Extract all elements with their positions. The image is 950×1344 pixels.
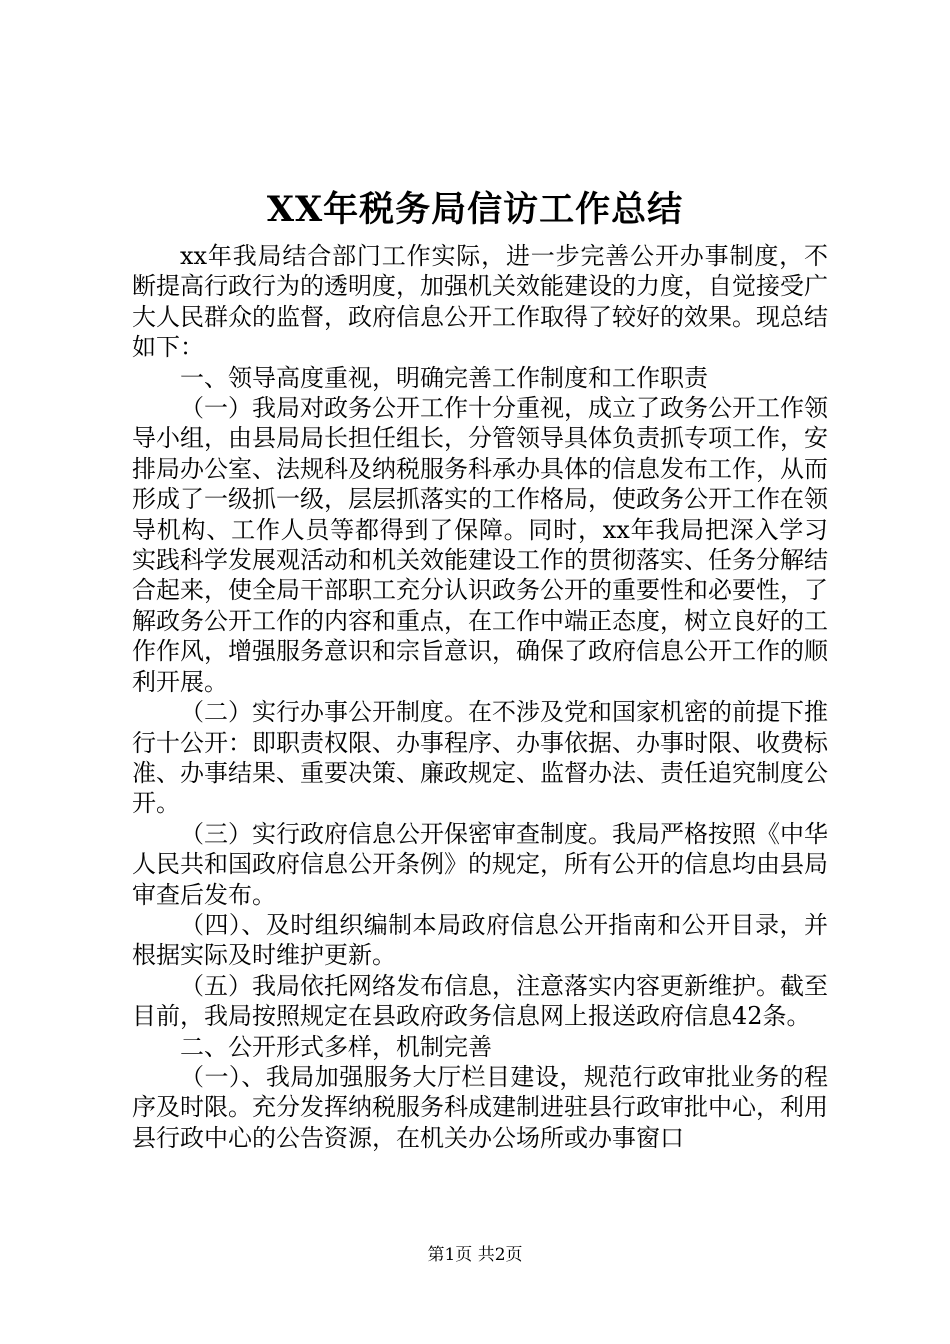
paragraph-1-2: （二）实行办事公开制度。在不涉及党和国家机密的前提下推行十公开：即职责权限、办事程序、办事依据、办事时限、收费标准、办事结果、重要决策、廉政规定、监督办法、责任追究制度公开。 <box>132 698 828 818</box>
intro-paragraph: xx年我局结合部门工作实际，进一步完善公开办事制度，不断提高行政行为的透明度，加强机关效能建设的力度，自觉接受广大人民群众的监督，政府信息公开工作取得了较好的效果。现总结如下： <box>132 242 828 362</box>
page-footer: 第1页 共2页 <box>427 1245 523 1265</box>
section-heading-1: 一、领导高度重视，明确完善工作制度和工作职责 <box>180 363 708 392</box>
paragraph-1-4: （四）、及时组织编制本局政府信息公开指南和公开目录，并根据实际及时维护更新。 <box>132 910 828 970</box>
paragraph-2-1: （一）、我局加强服务大厅栏目建设，规范行政审批业务的程序及时限。充分发挥纳税服务科成建制进驻县行政审批中心，利用县行政中心的公告资源，在机关办公场所或办事窗口 <box>132 1062 828 1152</box>
paragraph-1-1: （一）我局对政务公开工作十分重视，成立了政务公开工作领导小组，由县局局长担任组长，分管领导具体负责抓专项工作，安排局办公室、法规科及纳税服务科承办具体的信息发布工作，从而形成了一级抓一级，层层抓落实的工作格局，使政务公开工作在领导机构、工作人员等都得到了保障。同时，xx年我局把深入学习实践科学发展观活动和机关效能建设工作的贯彻落实、任务分解结合起来，使全局干部职工充分认识政务公开的重要性和必要性，了解政务公开工作的内容和重点，在工作中端正态度，树立良好的工作作风，增强服务意识和宗旨意识，确保了政府信息公开工作的顺利开展。 <box>132 394 828 696</box>
paragraph-1-3: （三）实行政府信息公开保密审查制度。我局严格按照《中华人民共和国政府信息公开条例》的规定，所有公开的信息均由县局审查后发布。 <box>132 819 828 909</box>
document-body <box>132 241 828 1153</box>
section-heading-2: 二、公开形式多样，机制完善 <box>180 1032 492 1061</box>
paragraph-1-5: （五）我局依托网络发布信息，注意落实内容更新维护。截至目前，我局按照规定在县政府政务信息网上报送政府信息42条。 <box>132 971 828 1031</box>
document-title: XX年税务局信访工作总结 <box>266 189 684 230</box>
